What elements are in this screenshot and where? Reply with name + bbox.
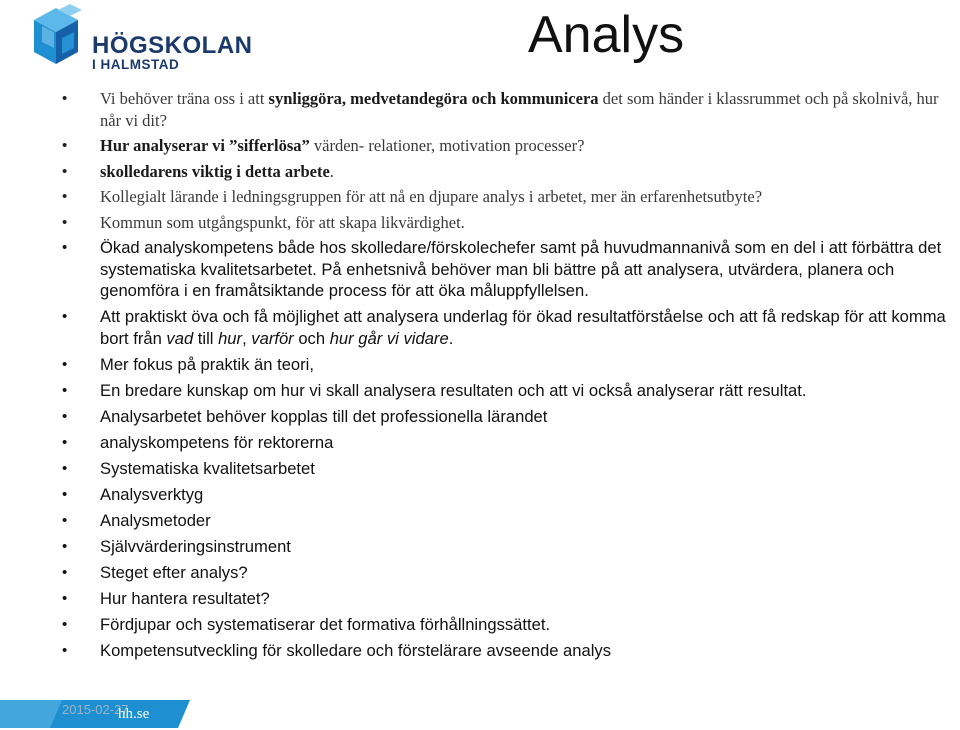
bullet-text: Analysmetoder	[100, 510, 211, 530]
bullet-item	[62, 458, 957, 480]
bullet-item	[62, 406, 957, 428]
bullet-text: En bredare kunskap om hur vi skall analysera resultaten och att vi också analyserar rätt resultat.	[100, 380, 807, 400]
bullet-text: till	[193, 328, 219, 348]
bullet-item	[62, 562, 957, 584]
bullet-item	[62, 484, 957, 506]
bullet-text: .	[329, 161, 334, 181]
bullet-item	[62, 432, 957, 454]
italic-text: hur	[218, 328, 243, 348]
slide-title: Analys	[528, 6, 685, 64]
bullet-item	[62, 354, 957, 376]
bullet-text: värden- relationer, motivation processer?	[309, 136, 585, 155]
bullet-text: Steget efter analys?	[100, 562, 248, 582]
bold-text: Hur analyserar vi ”sifferlösa”	[100, 136, 310, 155]
italic-text: varför	[251, 328, 294, 348]
bullet-item	[62, 536, 957, 558]
bullet-text: ,	[242, 328, 252, 348]
bullet-item	[62, 614, 957, 636]
bold-text: skolledarens viktig i detta arbete	[100, 161, 330, 181]
bullet-item	[62, 237, 957, 302]
bullet-item	[62, 135, 957, 157]
bullet-text: Kollegialt lärande i ledningsgruppen för att nå en djupare analys i arbetet, mer än erfarenhetsutbyte?	[100, 187, 763, 206]
bold-text: synliggöra, medvetandegöra och kommunicera	[268, 89, 599, 108]
bullet-text: Kompetensutveckling för skolledare och förstelärare avseende analys	[100, 640, 612, 660]
bullet-text: Fördjupar och systematiserar det formativa förhållningssättet.	[100, 614, 551, 634]
slide-date: 2015-02-27	[62, 702, 129, 717]
bullet-item	[62, 186, 957, 208]
logo-subtitle: I HALMSTAD	[92, 57, 180, 72]
bullet-text: analyskompetens för rektorerna	[100, 432, 334, 452]
bullet-item	[62, 306, 957, 349]
logo-name: HÖGSKOLAN	[92, 32, 253, 59]
bullet-item	[62, 212, 957, 234]
bullet-text: .	[448, 328, 454, 348]
bullet-text: Kommun som utgångspunkt, för att skapa likvärdighet.	[100, 212, 465, 232]
bullet-item	[62, 88, 957, 131]
university-logo	[34, 4, 253, 72]
bullet-text: Mer fokus på praktik än teori,	[100, 354, 314, 374]
bullet-text: Ökad analyskompetens både hos skolledare/förskolechefer samt på huvudmannanivå som en del i att förbättra det systematiska kvalitetsarbetet. På enhetsnivå behöver man bli bättre på att analysera, utvärdera, planera och genomföra i en framåtsiktande process för att öka måluppfyllelsen.	[100, 238, 942, 300]
bullet-text: Att praktiskt öva och få möjlighet att analysera underlag för ökad resultatförståelse och att få redskap för att komma bort från	[100, 307, 946, 348]
bullet-item	[62, 588, 957, 610]
bullet-text: det som händer i klassrummet och på skolnivå, hur når vi dit?	[100, 89, 939, 130]
bullet-item	[62, 380, 957, 402]
bullet-text: Systematiska kvalitetsarbetet	[100, 458, 315, 478]
footer-url: hh.se	[118, 706, 150, 722]
bullet-item	[62, 510, 957, 532]
logo-cube-icon	[34, 4, 92, 72]
italic-text: hur går vi vidare	[329, 328, 449, 348]
bullet-text: Självvärderingsinstrument	[100, 536, 291, 556]
bullet-text: Vi behöver träna oss i att	[100, 89, 269, 108]
bullet-text: Analysarbetet behöver kopplas till det professionella lärandet	[100, 406, 548, 426]
italic-text: vad	[166, 328, 194, 348]
bullet-text: Analysverktyg	[100, 484, 204, 504]
bullet-text: Hur hantera resultatet?	[100, 588, 270, 608]
bullet-item	[62, 161, 957, 183]
bullet-list	[62, 88, 957, 666]
bullet-item	[62, 640, 957, 662]
footer	[0, 700, 190, 728]
bullet-text: och	[293, 328, 330, 348]
